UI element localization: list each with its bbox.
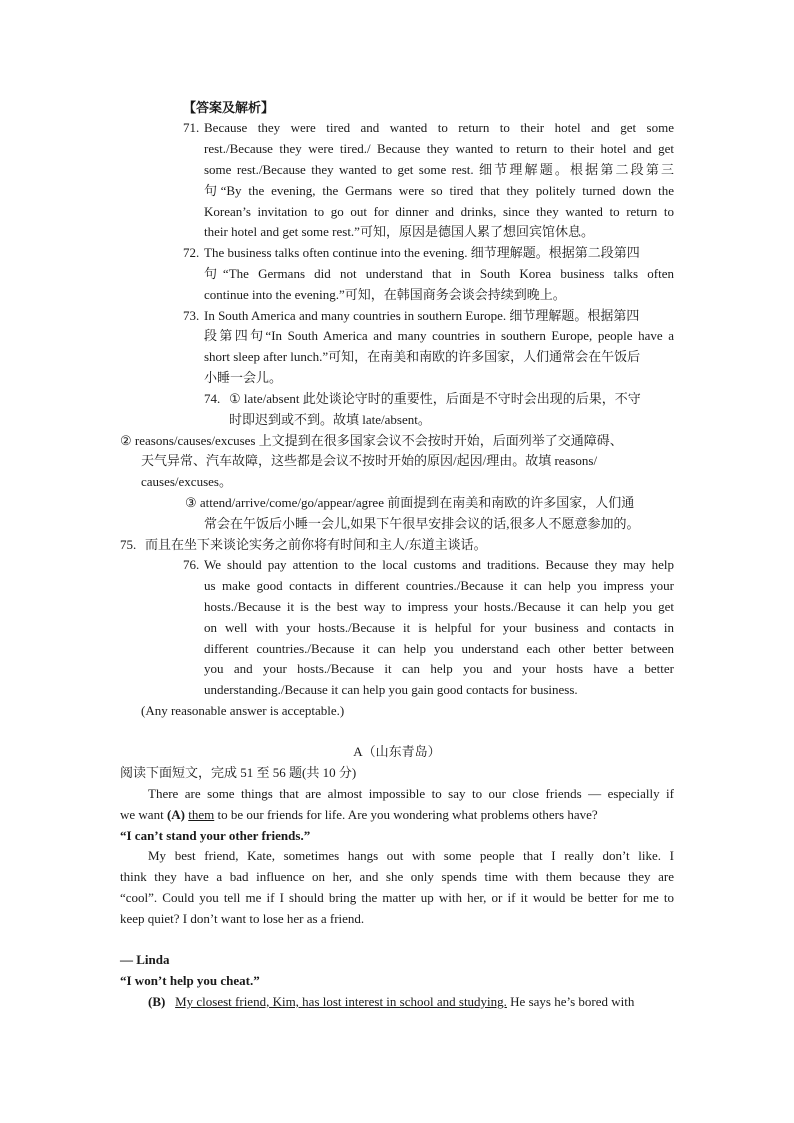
q74-line-2: 时即迟到或不到。故填 late/absent。: [229, 412, 431, 427]
q76-line-4: on well with your hosts./Because it is helpful for your business and contacts in: [204, 620, 674, 635]
passage-p3-line-1: [148, 991, 634, 1012]
passage-p2-line-2: think they have a bad influence on her, and she only spends time with them because they are: [120, 869, 674, 884]
q71-line-2: rest./Because they were tired./ Because they wanted to return to their hotel and get: [204, 141, 674, 156]
q71-line-5: Korean’s invitation to go out for dinner and drinks, since they wanted to return to: [204, 204, 674, 219]
q73-number: 73.: [183, 308, 200, 323]
passage-p2-line-1: My best friend, Kate, sometimes hangs out with some people that I really don’t like. I: [148, 848, 674, 863]
q71-line-3: some rest./Because they wanted to get some rest. 细节理解题。根据第二段第三: [204, 162, 674, 177]
q74-line-3: reasons/causes/excuses 上文提到在很多国家会议不会按时开始，后面列举了交通障碍、: [134, 433, 623, 448]
passage-underlined-sentence: My closest friend, Kim, has lost interest in school and studying.: [175, 994, 507, 1009]
q76-line-2: us make good contacts in different countries./Because it can help you impress your: [204, 578, 674, 593]
q74-blank-3: [185, 492, 634, 513]
q71-line-6: their hotel and get some rest.”可知，原因是德国人累了想回宾馆休息。: [204, 224, 594, 239]
passage-mark-b: (B): [148, 994, 166, 1009]
passage-instruction: 阅读下面短文，完成 51 至 56 题(共 10 分): [120, 765, 357, 780]
passage-signature: — Linda: [120, 952, 170, 967]
q71-line-1: Because they were tired and wanted to return to their hotel and get some: [204, 120, 674, 135]
passage-p1-pre: we want: [120, 807, 167, 822]
q74-line-4: 天气异常、汽车故障，这些都是会议不按时开始的原因/起因/理由。故填 reasons/: [141, 453, 598, 468]
q76-line-5: different countries./Because it can help you understand each other better between: [204, 641, 674, 656]
passage-p1-line-1: There are some things that are almost impossible to say to our close friends — especially if: [148, 786, 674, 801]
passage-p2-line-4: keep quiet? I don’t want to lose her as a friend.: [120, 911, 365, 926]
q75-number: 75.: [120, 537, 137, 552]
q74-number: 74.: [204, 391, 221, 406]
q72-line-3: continue into the evening.”可知，在韩国商务会谈会持续到晚上。: [204, 287, 566, 302]
q76-note: (Any reasonable answer is acceptable.): [141, 703, 345, 718]
q73-line-1: In South America and many countries in southern Europe. 细节理解题。根据第四: [204, 308, 640, 323]
q72-line-1: The business talks often continue into the evening. 细节理解题。根据第二段第四: [204, 245, 640, 260]
q76-line-7: understanding./Because it can help you gain good contacts for business.: [204, 682, 578, 697]
q74-blank-2: [120, 430, 623, 451]
q76-line-6: you and your hosts./Because it can help you and your hosts have a better: [204, 661, 674, 676]
passage-mark-a: (A): [166, 807, 185, 822]
q72-number: 72.: [183, 245, 200, 260]
q75-line-1: 而且在坐下来谈论实务之前你将有时间和主人/东道主谈话。: [145, 537, 487, 552]
passage-p1-line-2: [120, 804, 598, 825]
passage-p1-post: to be our friends for life. Are you wondering what problems others have?: [214, 807, 598, 822]
q74-line-6: attend/arrive/come/go/appear/agree 前面提到在南美和南欧的许多国家，人们通: [199, 495, 635, 510]
q76-line-1: We should pay attention to the local customs and traditions. Because they may help: [204, 557, 674, 572]
passage-p3-post: He says he’s bored with: [506, 994, 635, 1009]
q71-line-4: 句“By the evening, the Germans were so tired that they politely turned down the: [204, 183, 674, 198]
answer-header: 【答案及解析】: [183, 100, 275, 115]
q74-marker-1: ①: [229, 391, 241, 406]
q73-line-3: short sleep after lunch.”可知，在南美和南欧的许多国家，人们通常会在午饭后: [204, 349, 641, 364]
q74-marker-2: ②: [120, 433, 132, 448]
q74-line-7: 常会在午饭后小睡一会儿,如果下午很早安排会议的话,很多人不愿意参加的。: [204, 516, 640, 531]
q74-line-5: causes/excuses。: [141, 474, 232, 489]
passage-title: A（山东青岛）: [353, 744, 441, 759]
q76-line-3: hosts./Because it is the best way to impress your hosts./Because it can help you get: [204, 599, 674, 614]
q74-blank-1: [229, 388, 641, 409]
passage-heading-1: “I can’t stand your other friends.”: [120, 828, 311, 843]
q74-marker-3: ③: [185, 495, 197, 510]
q72-line-2: 句“The Germans did not understand that in South Korea business talks often: [204, 266, 674, 281]
passage-underlined-them: them: [188, 807, 215, 822]
passage-p2-line-3: “cool”. Could you tell me if I should bring the matter up with her, or if it would be better for me to: [120, 890, 674, 905]
passage-heading-2: “I won’t help you cheat.”: [120, 973, 260, 988]
q74-line-1: late/absent 此处谈论守时的重要性，后面是不守时会出现的后果，不守: [243, 391, 641, 406]
q71-number: 71.: [183, 120, 200, 135]
q73-line-4: 小睡一会儿。: [204, 370, 283, 385]
q76-number: 76.: [183, 557, 200, 572]
q73-line-2: 段第四句“In South America and many countries in southern Europe, people have a: [204, 328, 674, 343]
